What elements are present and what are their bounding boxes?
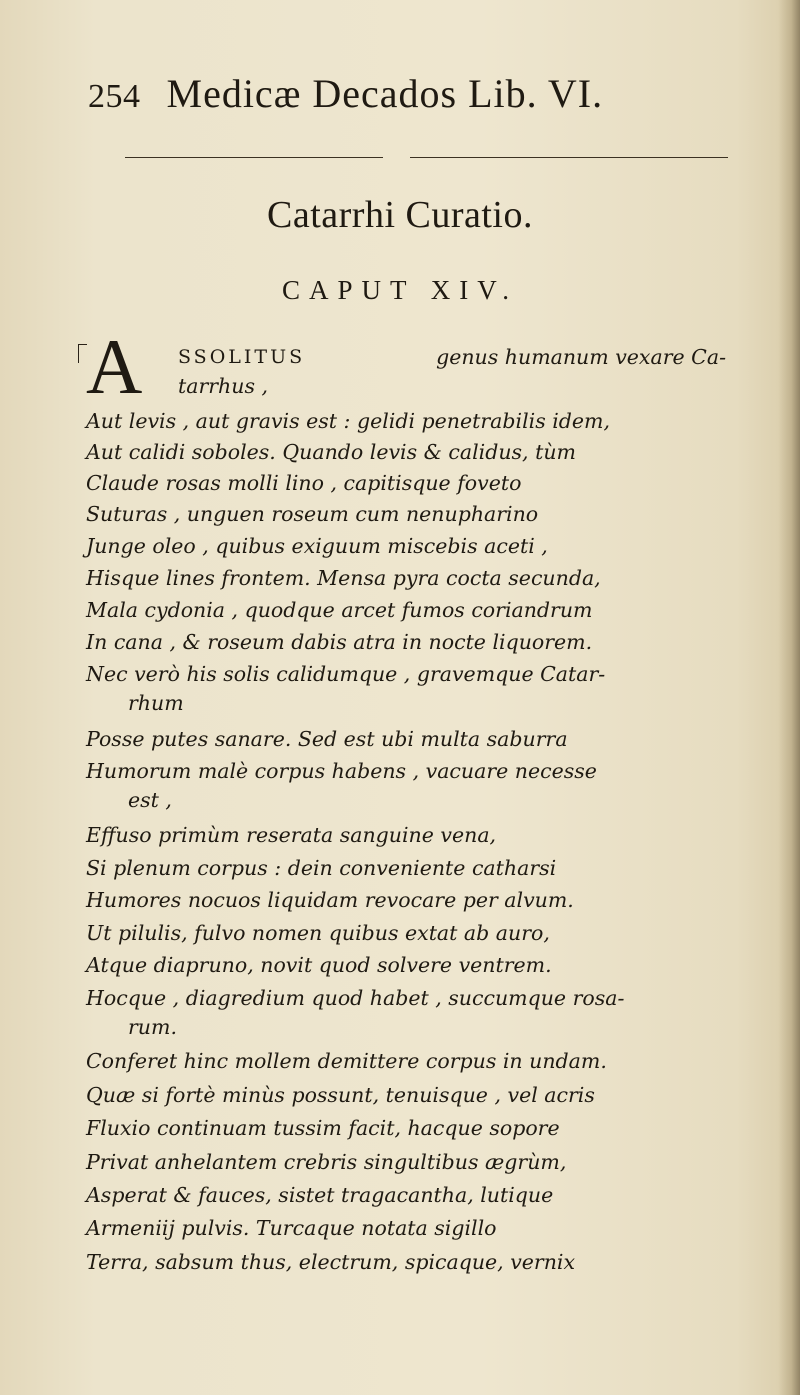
verse-line-text: Armeniij pulvis. Turcaque notata sigillo [86, 1216, 497, 1240]
verse-line [178, 373, 718, 400]
verse-line-text: rhum [128, 691, 184, 715]
verse-line-text: Effuso primùm reserata sanguine vena, [86, 823, 497, 847]
verse-line-text: Junge oleo , quibus exiguum miscebis aceti , [86, 534, 548, 558]
verse-line [86, 408, 726, 435]
verse-line [86, 985, 726, 1012]
verse-line-text: Mala cydonia , quodque arcet fumos coriandrum [86, 598, 593, 622]
running-head [88, 70, 708, 126]
verse-line [86, 629, 726, 656]
verse-line-text: Si plenum corpus : dein conveniente catharsi [86, 856, 557, 880]
page-number: 254 [88, 78, 141, 115]
verse-line-text: Privat anhelantem crebris singultibus ægrùm, [86, 1150, 567, 1174]
verse-line [86, 1115, 726, 1142]
verse-line-text: tarrhus , [178, 374, 269, 398]
verse-line-text: Nec verò his solis calidumque , gravemque Catar- [86, 662, 606, 686]
drop-initial: A [86, 323, 143, 410]
verse-line-text: Humorum malè corpus habens , vacuare necesse [86, 759, 597, 783]
verse-line-text: Terra, sabsum thus, electrum, spicaque, vernix [86, 1250, 576, 1274]
verse-line-text: Posse putes sanare. Sed est ubi multa saburra [86, 727, 568, 751]
chapter-heading: CAPUT XIV. [281, 275, 519, 305]
verse-line [128, 690, 668, 717]
verse-line-text: Quæ si fortè minùs possunt, tenuisque , vel acris [86, 1083, 595, 1107]
verse-line [86, 855, 726, 882]
verse-line-start: SSOLITUS [178, 346, 306, 368]
verse-line [86, 726, 726, 753]
verse-line [178, 344, 726, 371]
verse-line-text: Claude rosas molli lino , capitisque foveto [86, 471, 522, 495]
verse-line-text: rum. [128, 1015, 177, 1039]
verse-line [86, 661, 726, 688]
header-rule-right [410, 157, 728, 158]
verse-line-text: Atque diapruno, novit quod solvere ventrem. [86, 953, 552, 977]
verse-line-text: est , [128, 788, 172, 812]
verse-line-text: Aut levis , aut gravis est : gelidi penetrabilis idem, [86, 409, 610, 433]
verse-line-end: genus humanum vexare Ca- [436, 345, 726, 369]
verse-line [86, 501, 726, 528]
verse-line-text: Asperat & fauces, sistet tragacantha, lutique [86, 1183, 554, 1207]
verse-line [86, 1048, 726, 1075]
verse-line [128, 787, 668, 814]
section-title: Catarrhi Curatio. [267, 194, 533, 236]
verse-line [128, 1014, 668, 1041]
verse-line [86, 1249, 726, 1276]
verse-line [86, 439, 726, 466]
verse-line-text: Ut pilulis, fulvo nomen quibus extat ab auro, [86, 921, 550, 945]
verse-line-text: Aut calidi soboles. Quando levis & calidus, tùm [86, 440, 576, 464]
verse-line [86, 565, 726, 592]
verse-line [86, 1149, 726, 1176]
verse-line [86, 597, 726, 624]
verse-line [86, 920, 726, 947]
verse-line-text: Conferet hinc mollem demittere corpus in undam. [86, 1049, 607, 1073]
verse-line-text: Fluxio continuam tussim facit, hacque sopore [86, 1116, 560, 1140]
verse-line [86, 533, 726, 560]
verse-line [86, 1215, 726, 1242]
verse-line [86, 1182, 726, 1209]
verse-line-text: Hocque , diagredium quod habet , succumque rosa- [86, 986, 625, 1010]
verse-line [86, 1082, 726, 1109]
verse-line-text: Humores nocuos liquidam revocare per alvum. [86, 888, 574, 912]
verse-line-text: In cana , & roseum dabis atra in nocte liquorem. [86, 630, 593, 654]
verse-line [86, 822, 726, 849]
verse-line-text: Suturas , unguen roseum cum nenupharino [86, 502, 539, 526]
verse-line [86, 887, 726, 914]
header-rule-left [125, 157, 383, 158]
running-title: Medicæ Decados Lib. VI. [166, 71, 604, 116]
verse-line [86, 952, 726, 979]
verse-line [86, 758, 726, 785]
verse-line-text: Hisque lines frontem. Mensa pyra cocta secunda, [86, 566, 601, 590]
verse-line [86, 470, 726, 497]
